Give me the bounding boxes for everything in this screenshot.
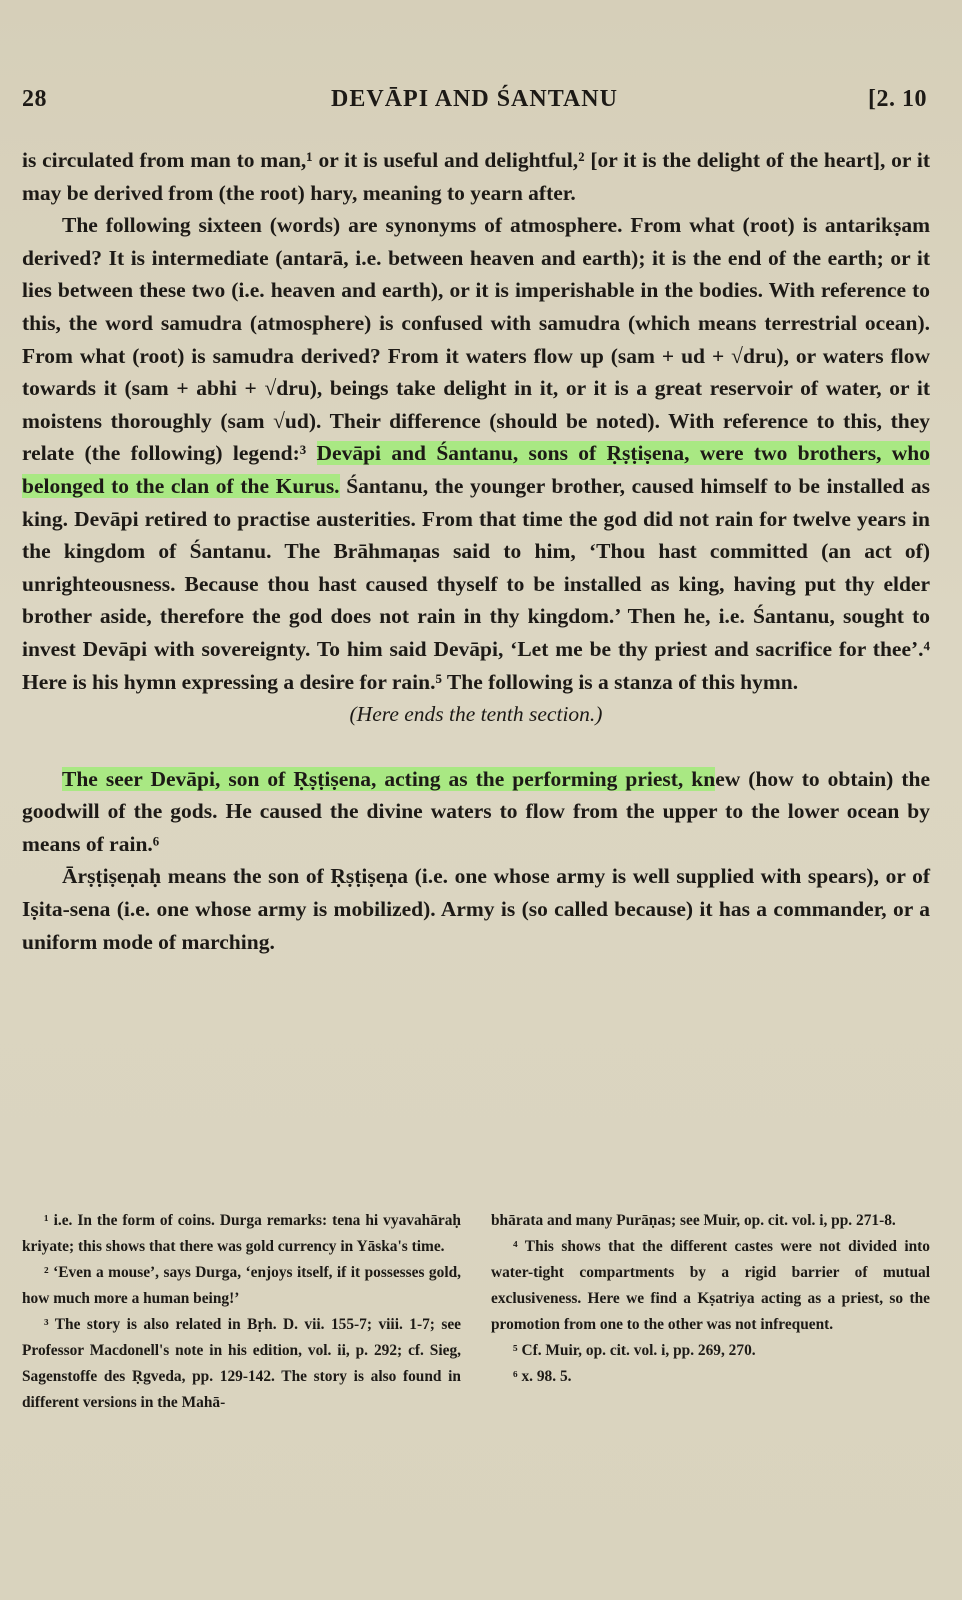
- paragraph-3: [22, 763, 930, 861]
- footnote-3: ³ The story is also related in Bṛh. D. vii. 155-7; viii. 1-7; see Professor Macdonell's note in his edition, vol. ii, p. 292; cf. Sieg, Sagenstoffe des Ṛgveda, pp. 129-142. The story is also found in different versions in the Mahā-: [22, 1316, 461, 1411]
- paragraph-1: is circulated from man to man,¹ or it is useful and delightful,² [or it is the delight of the heart], or it may be derived from (the root) hary, meaning to yearn after.: [22, 148, 930, 205]
- footnote-column-right: [491, 1208, 930, 1416]
- footnote-column-left: [22, 1208, 461, 1416]
- running-title: DEVĀPI AND ŚANTANU: [331, 86, 618, 112]
- page-header: [22, 86, 927, 120]
- main-text: [22, 144, 930, 958]
- paragraph-2-story: Śantanu, the younger brother, caused himself to be installed as king. Devāpi retired to practise austerities. From that time the god did not rain for twelve years in the kingdom of Śantanu. The Brāhmaṇas said to him, ‘Thou hast committed (an act of) unrighteousness. Because thou hast caused thyself to be installed as king, having put thy elder brother aside, therefore the god does not rain in thy kingdom.’ Then he, i.e. Śantanu, sought to invest Devāpi with sovereignty. To him said Devāpi, ‘Let me be thy priest and sacrifice for thee’.⁴ Here is his hymn expressing a desire for rain.⁵ The following is a stanza of this hymn.: [22, 473, 930, 694]
- footnote-6: ⁶ x. 98. 5.: [513, 1368, 572, 1385]
- footnote-5: ⁵ Cf. Muir, op. cit. vol. i, pp. 269, 270.: [513, 1342, 756, 1359]
- section-end-note: (Here ends the tenth section.): [349, 702, 603, 727]
- footnote-3-continued: bhārata and many Purāṇas; see Muir, op. cit. vol. i, pp. 271-8.: [491, 1212, 896, 1229]
- spacer: [22, 731, 930, 763]
- highlight-legend: Devāpi and Śantanu, sons of Ṛṣṭiṣena, were two brothers, who belonged to the clan of the Kurus.: [22, 441, 931, 498]
- paragraph-4: Ārṣṭiṣeṇaḥ means the son of Ṛṣṭiṣeṇa (i.e. one whose army is well supplied with spears), or of Iṣita-sena (i.e. one whose army is mobilized). Army is (so called because) it has a commander, or a uniform mode of marching.: [22, 864, 930, 954]
- paragraph-3-rest: ew (how to obtain) the goodwill of the gods. He caused the divine waters to flow from the upper to the lower ocean by means of rain.⁶: [22, 766, 930, 856]
- footnotes: [22, 1208, 930, 1416]
- section-reference: [2. 10: [868, 86, 927, 112]
- highlight-stanza: The seer Devāpi, son of Ṛṣṭiṣena, acting as the performing priest, kn: [62, 766, 716, 791]
- page-number: 28: [22, 86, 47, 112]
- footnote-4: ⁴ This shows that the different castes were not divided into water-tight compartments by a rigid barrier of mutual exclusiveness. Here we find a Kṣatriya acting as a priest, so the promotion from one to the other was not infrequent.: [491, 1238, 930, 1333]
- footnote-2: ² ‘Even a mouse’, says Durga, ‘enjoys itself, if it possesses gold, how much more a human being!’: [22, 1264, 461, 1307]
- paragraph-2: [22, 209, 930, 698]
- footnote-1: ¹ i.e. In the form of coins. Durga remarks: tena hi vyavahāraḥ kriyate; this shows that there was gold currency in Yāska's time.: [22, 1212, 461, 1255]
- paragraph-2-intro: The following sixteen (words) are synonyms of atmosphere. From what (root) is antarikṣam derived? It is intermediate (antarā, i.e. between heaven and earth); it is the end of the earth; or it lies between these two (i.e. heaven and earth), or it is imperishable in the bodies. With reference to this, the word samudra (atmosphere) is confused with samudra (which means terrestrial ocean). From what (root) is samudra derived? From it waters flow up (sam + ud + √dru), or waters flow towards it (sam + abhi + √dru), beings take delight in it, or it is a great reservoir of water, or it moistens thoroughly (sam √ud). Their difference (should be noted). With reference to this, they relate (the following) legend:³: [22, 213, 930, 466]
